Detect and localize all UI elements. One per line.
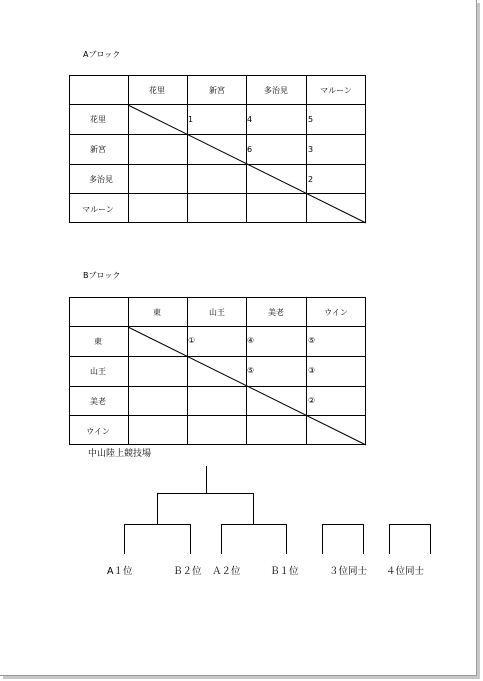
block-b-row-header: 山王	[90, 367, 106, 376]
block-a-grid-lines	[69, 75, 366, 223]
venue-name: 中山陸上競技場	[88, 449, 152, 459]
block-b-col-header: 美老	[268, 308, 284, 317]
block-a-col-header: マルーン	[320, 86, 352, 95]
block-a-match-number: 2	[308, 175, 314, 184]
block-a-row-header: 花里	[90, 115, 106, 124]
block-b-match-number: ②	[308, 396, 316, 405]
seed-b1: Ｂ１位	[270, 566, 299, 577]
block-a-match-number: 4	[247, 115, 253, 124]
finals-bracket	[0, 460, 476, 580]
seed-a2: Ａ２位	[212, 566, 241, 577]
block-b-match-number: ⑤	[308, 336, 316, 345]
block-b-row-header: ウイン	[86, 427, 110, 436]
seed-b2: Ｂ２位	[173, 566, 202, 577]
block-b-title: Bブロック	[83, 271, 121, 280]
block-a-match-number: 6	[247, 145, 253, 154]
block-a-col-header: 新宮	[209, 86, 225, 95]
block-b-match-number: ③	[308, 366, 316, 375]
block-b-col-header: ウイン	[324, 308, 348, 317]
block-b-col-header: 東	[153, 308, 161, 317]
block-b-col-header: 山王	[209, 308, 225, 317]
block-a-title: Aブロック	[83, 50, 121, 59]
block-b-row-header: 美老	[90, 397, 106, 406]
block-a-col-header: 花里	[149, 86, 165, 95]
block-b-match-number: ⑤	[247, 366, 255, 375]
fourth-place-match: ４位同士	[386, 566, 425, 577]
block-b-match-number: ①	[188, 336, 196, 345]
block-a-table	[69, 75, 366, 223]
block-a-row-header: マルーン	[82, 205, 114, 214]
block-b-table	[69, 297, 366, 445]
block-a-match-number: 3	[308, 145, 314, 154]
block-a-row-header: 新宮	[90, 145, 106, 154]
block-a-match-number: 5	[308, 115, 314, 124]
third-place-match: ３位同士	[329, 566, 368, 577]
block-b-match-number: ④	[247, 336, 255, 345]
block-a-col-header: 多治見	[264, 86, 288, 95]
block-a-match-number: 1	[188, 115, 194, 124]
block-b-row-header: 東	[94, 337, 102, 346]
block-a-row-header: 多治見	[89, 175, 113, 184]
block-b-grid-lines	[69, 297, 366, 445]
seed-a1: A１位	[107, 566, 133, 577]
